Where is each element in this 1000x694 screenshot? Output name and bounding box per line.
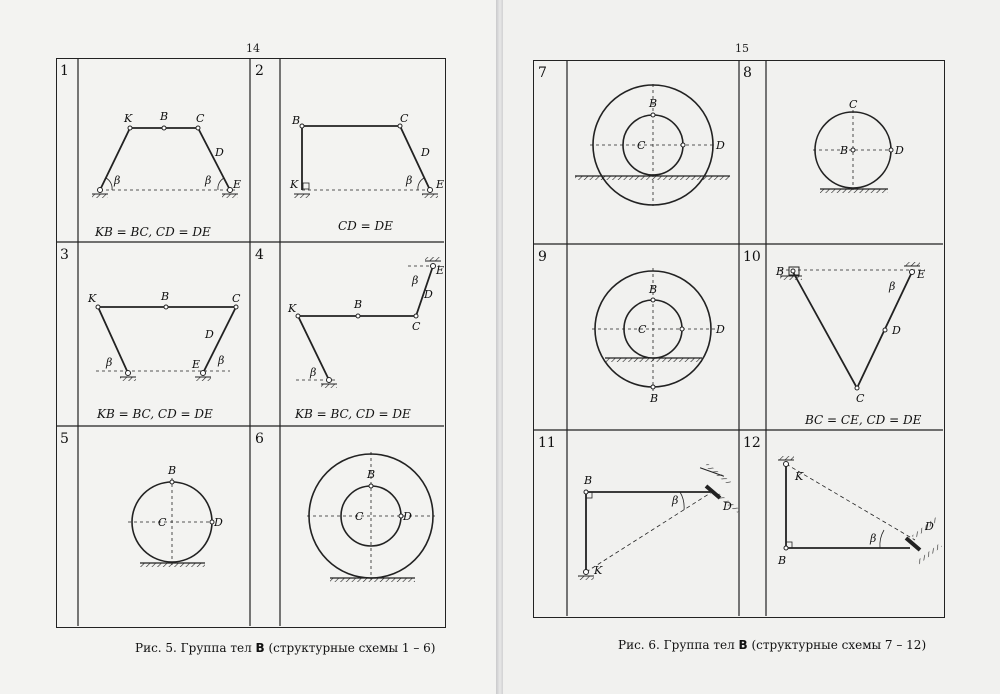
caption-suffix: (структурные схемы 1 – 6) [264,641,436,655]
label-beta: β [205,174,212,187]
label-E: E [233,178,242,191]
panel-number: 4 [255,247,264,263]
caption-prefix: Рис. 6. Группа тел [618,638,739,652]
label-K: K [594,564,603,577]
panel-number: 12 [743,435,761,451]
panel-formula: BC = CE, CD = DE [805,413,922,427]
label-B: B [650,392,659,405]
label-K: K [88,292,97,305]
panel-number: 2 [255,63,264,79]
label-D: D [421,146,430,159]
panel-number: 6 [255,431,264,447]
panel-number: 10 [743,249,761,265]
panel-formula: CD = DE [338,219,393,233]
label-B: B [649,283,658,296]
panel-number: 5 [60,431,69,447]
label-C: C [638,323,647,336]
panel-number: 9 [538,249,547,265]
label-K: K [124,112,133,125]
label-D: D [205,328,214,341]
label-D: D [723,500,732,513]
caption-prefix: Рис. 5. Группа тел [135,641,256,655]
label-B: B [584,474,593,487]
label-beta: β [870,532,877,545]
label-B: B [292,114,301,127]
label-C: C [849,98,858,111]
label-D: D [215,146,224,159]
scheme-11 [578,461,740,580]
panel-number: 8 [743,65,752,81]
label-beta: β [114,174,121,187]
label-E: E [192,358,201,371]
scheme-3 [96,305,238,381]
panel-number: 11 [538,435,556,451]
caption-group-letter: В [255,641,265,655]
label-B: B [649,97,658,110]
label-D: D [424,288,433,301]
label-C: C [412,320,421,333]
panel-number: 7 [538,65,547,81]
label-B: B [160,110,169,123]
scheme-2 [294,124,438,198]
label-D: D [403,510,412,523]
label-D: D [895,144,904,157]
panel-number: 1 [60,63,69,79]
label-B: B [161,290,170,303]
label-B: B [168,464,177,477]
panel-formula: KB = BC, CD = DE [295,407,411,421]
label-C: C [400,112,409,125]
label-C: C [232,292,241,305]
panel-formula: KB = BC, CD = DE [97,407,213,421]
label-D: D [214,516,223,529]
label-C: C [856,392,865,405]
label-beta: β [889,280,896,293]
label-beta: β [412,274,419,287]
label-K: K [290,178,299,191]
label-D: D [716,323,725,336]
label-D: D [716,139,725,152]
label-beta: β [106,356,113,369]
label-C: C [355,510,364,523]
page-number: 15 [735,42,749,55]
label-beta: β [406,174,413,187]
label-B: B [778,554,787,567]
caption-suffix: (структурные схемы 7 – 12) [747,638,927,652]
label-beta: β [218,354,225,367]
label-K: K [288,302,297,315]
panel-formula: KB = BC, CD = DE [95,225,211,239]
label-C: C [637,139,646,152]
label-E: E [436,264,445,277]
label-beta: β [672,494,679,507]
label-K: K [795,470,804,483]
page-number: 14 [246,42,260,55]
label-B: B [776,265,785,278]
label-D: D [892,324,901,337]
label-C: C [196,112,205,125]
scheme-10 [780,262,925,390]
label-C: C [158,516,167,529]
scheme-5 [128,478,214,567]
label-beta: β [310,366,317,379]
scheme-1 [92,126,238,198]
scheme-8 [813,110,893,193]
label-B: B [840,144,849,157]
label-B: B [367,468,376,481]
caption-group-letter: В [738,638,748,652]
label-D: D [925,520,934,533]
label-E: E [436,178,445,191]
label-B: B [354,298,363,311]
panel-number: 3 [60,247,69,263]
label-E: E [917,268,926,281]
